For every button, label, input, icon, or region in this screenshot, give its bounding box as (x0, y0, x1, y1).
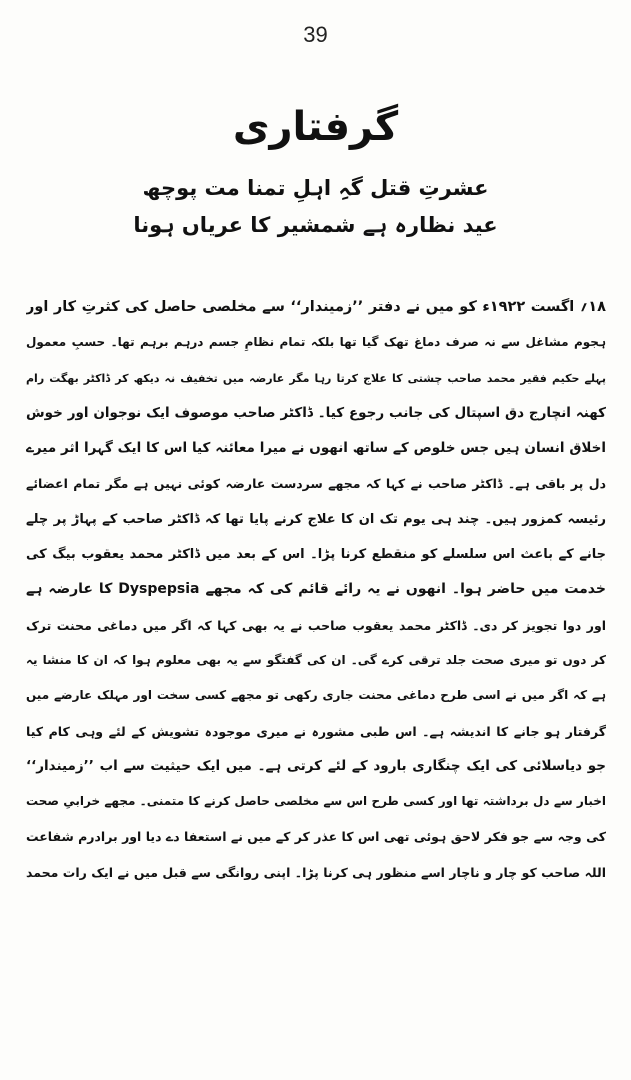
body-line: کر دوں تو میری صحت جلد ترقی کرے گی۔ ان کی گفتگو سے یہ بھی معلوم ہوا کہ ان کا منشا یہ (26, 652, 606, 667)
body-line: پہلے حکیم فقیر محمد صاحب چشتی کا علاج کرتا رہا مگر عارضہ میں تخفیف نہ دیکھ کر ڈاکٹر بھگت رام (26, 371, 606, 385)
body-line: اور دوا تجویز کر دی۔ ڈاکٹر محمد یعقوب صاحب نے یہ بھی کہا کہ اگر میں دماغی محنت ترک (26, 617, 606, 633)
body-line: گرفتار ہو جانے کا اندیشہ ہے۔ اس طبی مشورہ نے میری موجودہ تشویش کے لئے وہی کام کیا (26, 723, 606, 739)
body-line: ۱۸؍ اگست ۱۹۲۲ء کو میں نے دفتر ’’زمیندار‘‘ سے مخلصی حاصل کی کثرتِ کار اور (26, 299, 606, 315)
body-line: ہجوم مشاغل سے نہ صرف دماغ تھک گیا تھا بلکہ تمام نظامِ جسم درہم برہم تھا۔ حسبِ معمول (26, 335, 606, 350)
body-line: جانے کے باعث اس سلسلے کو منقطع کرنا پڑا۔ اس کے بعد میں ڈاکٹر محمد یعقوب بیگ کی (26, 547, 606, 563)
body-line: اخبار سے دل برداشتہ تھا اور کسی طرح اس سے مخلصی حاصل کرنے کا متمنی۔ مجھے خرابیِ صحت (26, 794, 606, 809)
page-number: 39 (303, 22, 328, 47)
verse-line-1: عشرتِ قتل گہِ اہلِ تمنا مت پوچھ (142, 176, 489, 200)
body-line: خدمت میں حاضر ہوا۔ انھوں نے یہ رائے قائم کی کہ مجھے Dyspepsia کا عارضہ ہے (26, 581, 606, 598)
body-line: اخلاق انسان ہیں جس خلوص کے ساتھ انھوں نے میرا معائنہ کیا اس کا ایک گہرا اثر میرے (26, 440, 606, 457)
body-line: رئیسہ کمزور ہیں۔ چند ہی یوم تک ان کا علاج کرنے پایا تھا کہ ڈاکٹر صاحب کے پہاڑ پر چلے (26, 511, 606, 527)
body-line: کی وجہ سے جو فکر لاحق ہوئی تھی اس کا عذر کر کے میں نے استعفا دے دیا اور برادرم شفاعت (26, 829, 606, 845)
body-paragraph (26, 290, 606, 890)
body-line: کھنہ انچارج دق اسپتال کی جانب رجوع کیا۔ ڈاکٹر صاحب موصوف ایک نوجوان اور خوش (26, 404, 606, 421)
chapter-title: گرفتاری (232, 104, 399, 150)
body-line: ہے کہ اگر میں نے اسی طرح دماغی محنت جاری رکھی تو مجھے کسی سخت اور مہلک عارضے میں (26, 688, 606, 703)
body-line: جو دیاسلائی کی ایک چنگاری بارود کے لئے کرتی ہے۔ میں ایک حیثیت سے اب ’’زمیندار‘‘ (26, 757, 606, 774)
body-line: دل پر باقی ہے۔ ڈاکٹر صاحب نے کہا کہ مجھے سردست عارضہ کوئی نہیں ہے مگر تمام اعضائے (26, 476, 606, 492)
verse-line-2: عید نظارہ ہے شمشیر کا عریاں ہونا (133, 213, 498, 237)
body-line: اللہ صاحب کو چار و ناچار اسے منظور ہی کرنا پڑا۔ اپنی روانگی سے قبل میں نے ایک رات محمد (26, 864, 606, 880)
